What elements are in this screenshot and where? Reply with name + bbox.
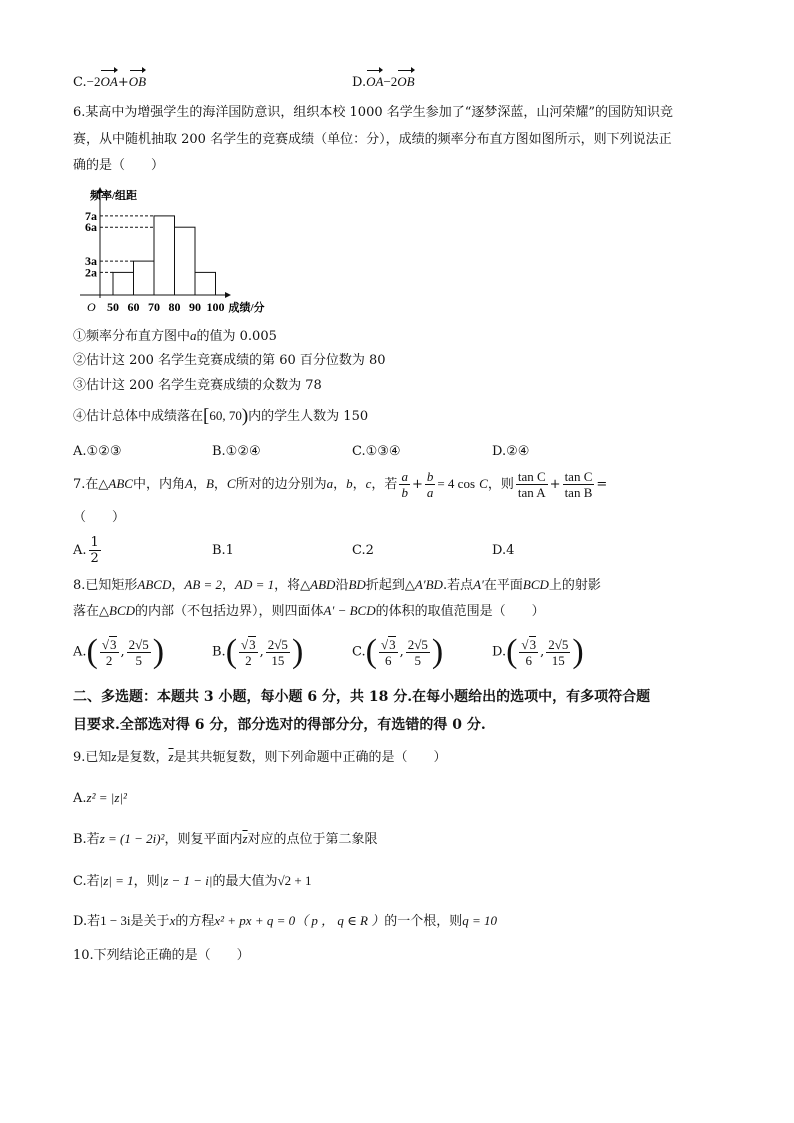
q7-option-d[interactable]: D.4 [492,543,515,558]
angle-c: C [226,476,236,491]
y-tick-label: 7a [85,208,97,223]
frequency-histogram [70,180,290,320]
fraction-a-over-b [399,469,410,500]
q8-option-b[interactable]: B.( $\frac{√3}{2}$ , $\frac{2√5}{15}$ ) [212,633,304,670]
x-tick-label: 60 [127,300,140,314]
stem-text: 是其共轭复数，则下列命题中正确的是（ ） [173,750,447,765]
triangle-apbd: A′BD [414,577,443,592]
q10-stem: 10.下列结论正确的是（ ） [73,948,250,963]
math-expression: （ p ， q ∈ R ） [295,913,385,928]
numerator: 1 [90,535,99,550]
denominator: 2 [105,653,113,668]
variable-z: z [111,749,117,764]
denominator: tan B [564,485,593,500]
denominator: 2 [90,551,99,566]
statement-text: 的值为 0.005 [196,329,277,344]
conjugate-z: $\overline{z}$ [242,831,248,846]
option-label: C. [73,75,87,90]
histogram-bar [134,261,155,295]
plane-bcd: BCD [522,577,549,592]
origin-label: O [87,300,96,314]
equation-rhs: = 4 cos [437,476,476,491]
stem-text: 8.已知矩形 [73,578,138,593]
q6-option-c[interactable]: C.①③④ [352,444,401,459]
denominator: 5 [414,652,422,668]
denominator: 15 [271,652,285,668]
fraction-tanc-tanb [563,469,595,500]
fraction-2root5-over-d [406,637,430,668]
option-label: C. [352,644,366,660]
histogram-bar [175,227,196,295]
stem-text: 折起到 [365,578,405,593]
denominator: 15 [551,652,565,668]
side-c: c [365,476,372,491]
math-expression: |z| = 1 [99,873,134,888]
q6-statement-1 [73,327,277,346]
coefficient: −2 [86,74,101,89]
stem-text: ，则复平面内 [164,832,243,847]
coefficient: −2 [383,74,398,89]
q6-statement-2: ②估计这 200 名学生竞赛成绩的第 60 百分位数为 80 [73,353,386,368]
q6-stem-line1: 6.某高中为增强学生的海洋国防意识，组织本校 1000 名学生参加了“逐梦深蓝，山河荣耀”的国防知识竞 [73,105,674,120]
segment-bd: BD [348,577,366,592]
radicand: 3 [389,637,396,652]
option-label: A. [73,644,87,660]
radicand: 3 [529,637,537,652]
triangle-abd: ABD [310,577,336,592]
fraction-root3-over-d: $\frac{√3}{6}$ [380,637,396,668]
numerator: 2√5 [548,636,569,652]
fraction-2root5-over-d [546,637,570,668]
side-b: b [346,476,353,491]
vector-ob: OB [397,74,415,89]
plus-sign: + [117,75,129,90]
histogram-bar [113,272,134,295]
stem-text: .若点 [442,578,474,593]
stem-text: ，则 [487,477,514,492]
ad-length: AD = 1 [235,577,275,592]
vector-oa: OA [366,74,384,89]
fraction-tanc-tana [516,469,548,500]
denominator: b [401,485,408,500]
rect-abcd: ABCD [137,577,172,592]
denominator: 6 [525,653,532,668]
q9-option-a[interactable] [73,789,127,808]
q7-stem: 7.在△ABC中，内角A，B，C所对的边分别为a，b，c，若 $\frac{a}{b}$ + $\frac{b}{a}$ = 4 cos C，则 $\frac{\text{tan C}}{\text{tan A}}$ + $\frac{\text{tan C}}{\text{tan B}}$ = [73,469,608,500]
sep: ， [352,477,366,492]
option-label: D. [352,75,367,90]
variable-x: x [169,913,176,928]
q8-option-a[interactable]: A.( $\frac{√3}{2}$ , $\frac{2√5}{5}$ ) [73,633,165,670]
q6-option-d[interactable]: D.②④ [492,444,530,459]
stem-text: 对应的点位于第二象限 [247,832,378,847]
stem-text: 的最大值为 [212,874,278,889]
variable-a: a [190,328,197,343]
radicand: 3 [110,637,117,652]
statement-text: ④估计总体中成绩落在 [73,409,204,424]
fraction-one-half [89,535,101,566]
denominator: 5 [135,652,142,668]
q9-option-c[interactable] [73,872,311,891]
y-tick-label: 3a [85,254,97,269]
option-label: B.若 [73,832,100,847]
vector-ob: OB [128,74,147,89]
numerator: 2√5 [128,636,149,652]
fraction-root3-over-d: $\frac{√3}{2}$ [241,637,256,668]
angle-a: A [184,476,193,491]
stem-text: ，若 [371,477,398,492]
x-tick-label: 50 [107,300,119,314]
q9-option-d[interactable] [73,912,497,931]
stem-text: 是复数， [116,750,169,765]
angle-c: C [479,476,488,491]
y-axis-label: 频率/组距 [90,190,138,202]
numerator: b [426,469,434,484]
fraction-b-over-a [425,469,436,500]
option-label: B. [212,644,226,660]
fraction-2root5-over-d [266,637,290,668]
q6-option-b[interactable]: B.①②④ [212,444,261,459]
stem-text: 7.在 [73,477,99,492]
q9-stem [73,748,447,767]
fraction-root3-over-d: $\frac{√3}{2}$ [101,637,117,668]
x-tick-label: 90 [189,300,201,314]
sep: ， [171,578,185,593]
math-expression: q = 10 [462,913,497,928]
q8-stem-line1 [73,576,601,595]
stem-text: 所对的边分别为 [235,477,327,492]
sep: ， [192,477,206,492]
q9-option-b[interactable] [73,830,378,849]
stem-text: 沿 [335,578,349,593]
numerator: tan C [517,469,546,484]
numerator: 2√5 [267,636,288,652]
numerator: tan C [564,469,593,484]
triangle-bcd: BCD [109,603,136,618]
stem-text: 上的射影 [548,578,601,593]
triangle-symbol: △ [404,578,415,593]
statement-text: 内的学生人数为 150 [248,409,369,424]
triangle-symbol: △ [300,578,311,593]
point-ap: A′ [473,577,484,592]
q6-statement-4: ④估计总体中成绩落在[60, 70)内的学生人数为 150 [73,405,369,427]
angle-b: B [205,476,214,491]
stem-text: 在平面 [483,578,523,593]
tetrahedron: A′ − BCD [323,603,376,618]
option-label: A. [73,791,87,806]
numerator: a [401,469,408,484]
x-tick-label: 80 [168,300,181,314]
math-expression: z² = |z|² [86,790,127,805]
math-expression: 1 − 3i [100,913,131,928]
q7-stem-line2: （ ） [73,510,126,525]
statement-text: ①频率分布直方图中 [73,329,191,344]
x-axis-label: 成绩/分 [228,302,265,314]
triangle-symbol: △ [98,477,109,492]
math-expression: x² + px + q = 0 [214,913,296,928]
stem-text: 中，内角 [132,477,185,492]
stem-text: 的一个根，则 [384,914,463,929]
denominator: 2 [245,653,252,668]
math-expression: z = (1 − 2i)² [99,831,165,846]
q6-option-a[interactable]: A.①②③ [73,444,122,459]
stem-text: 的方程 [175,914,215,929]
sep: ， [213,477,227,492]
option-label: D.若 [73,914,101,929]
sep: ， [222,578,236,593]
prev-option-d [352,73,415,92]
q6-stem-line3: 确的是（ ） [73,158,165,173]
stem-text: 的内部（不包括边界），则四面体 [135,604,324,619]
section-2-heading-line2: 目要求.全部选对得 6 分，部分选对的得部分分，有选错的得 0 分. [73,717,486,733]
q7-option-b[interactable]: B.1 [212,543,234,558]
prev-option-c [73,73,146,92]
vector-oa: OA [100,74,118,89]
conjugate-z: $\overline{z}$ [168,749,174,764]
q8-stem-line2 [73,602,545,621]
stem-text: 9.已知 [73,750,112,765]
option-label: D. [492,644,507,660]
stem-text: ，则 [133,874,160,889]
q6-statement-3: ③估计这 200 名学生竞赛成绩的众数为 78 [73,378,322,393]
math-expression: |z − 1 − i| [159,873,213,888]
stem-text: 的体积的取值范围是（ ） [375,604,545,619]
q6-stem-line2: 赛，从中随机抽取 200 名学生的竞赛成绩（单位：分），成绩的频率分布直方图如图所示，则下列说法正 [73,132,672,147]
denominator: a [426,485,434,500]
denominator: 6 [385,653,392,668]
q8-option-d[interactable]: D.( $\frac{√3}{6}$ , $\frac{2√5}{15}$ ) [492,633,584,670]
equals-sign: = [596,477,608,492]
triangle-symbol: △ [99,604,110,619]
radicand: 3 [249,637,256,652]
histogram-bar [154,216,175,295]
stem-text: 是关于 [130,914,170,929]
ab-length: AB = 2 [184,577,223,592]
sep: ， [333,477,347,492]
interval: 60, 70 [209,408,242,423]
triangle-abc: ABC [108,476,133,491]
section-2-heading-line1: 二、多选题：本题共 3 小题，每小题 6 分，共 18 分.在每小题给出的选项中，有多项符合题 [73,689,651,705]
q7-option-c[interactable]: C.2 [352,543,374,558]
stem-text: ，将 [274,578,301,593]
q7-option-a[interactable] [73,533,103,569]
y-tick-label: 2a [85,265,97,280]
histogram-bar [195,272,216,295]
side-a: a [326,476,334,491]
y-tick-label: 6a [85,220,97,235]
x-tick-label: 100 [206,300,225,314]
numerator: 2√5 [407,636,428,652]
stem-text: 落在 [73,604,100,619]
x-tick-label: 70 [148,300,160,314]
option-label: A. [73,543,87,558]
denominator: tan A [517,485,546,500]
fraction-root3-over-d: $\frac{√3}{6}$ [521,637,537,668]
option-label: C.若 [73,874,100,889]
math-expression: √2 + 1 [277,873,312,888]
fraction-2root5-over-d [127,637,151,668]
q8-option-c[interactable]: C.( $\frac{√3}{6}$ , $\frac{2√5}{5}$ ) [352,633,444,670]
